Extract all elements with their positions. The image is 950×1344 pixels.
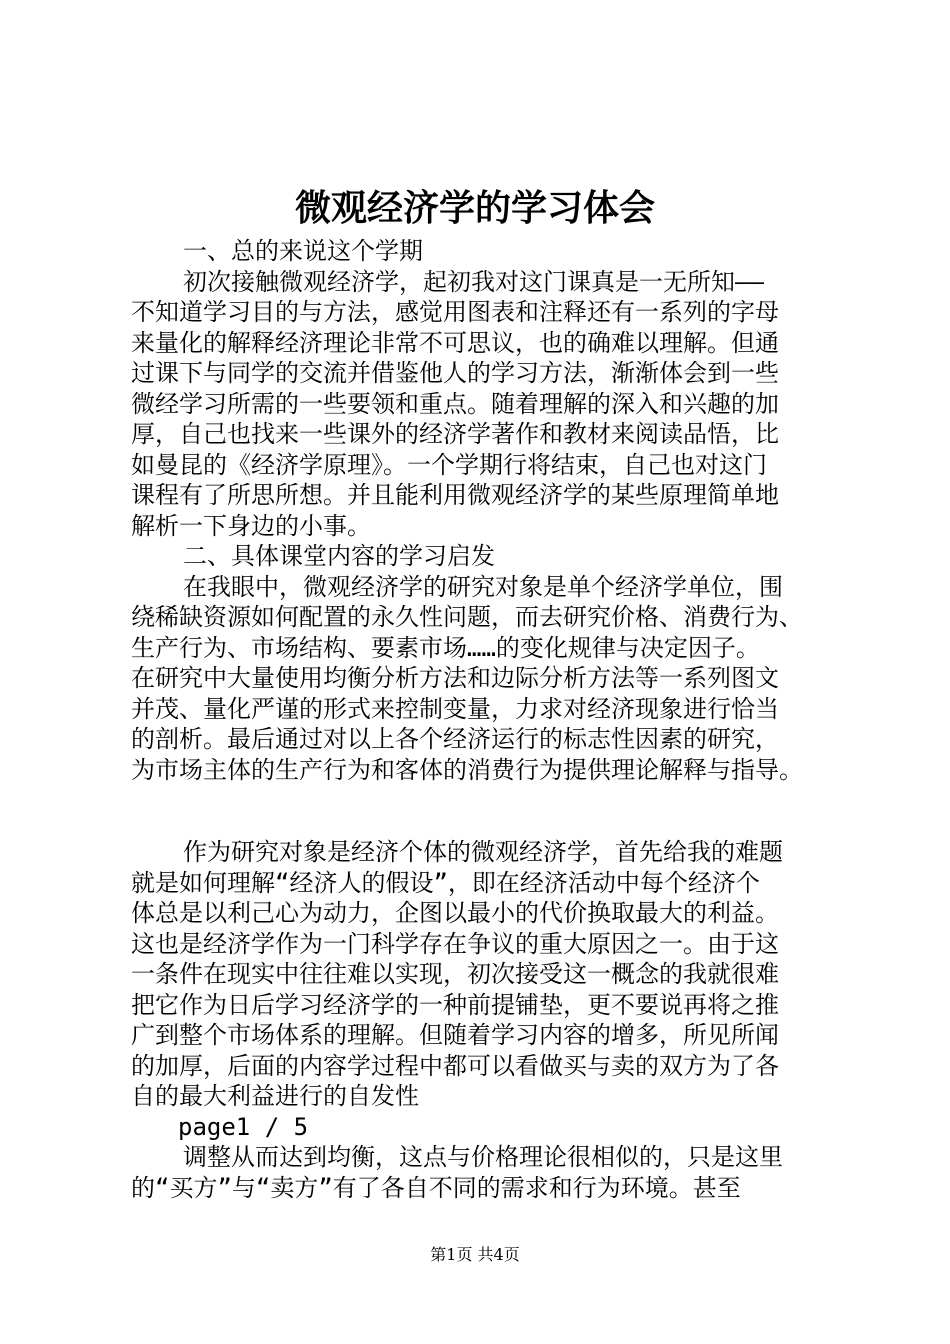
paragraph-line: 初次接触微观经济学，起初我对这门课真是一无所知—— xyxy=(183,267,764,296)
section-heading: 一、总的来说这个学期 xyxy=(183,237,423,265)
paragraph-line: 这也是经济学作为一门科学存在争议的重大原因之一。由于这 xyxy=(131,929,779,958)
paragraph-line: 并茂、量化严谨的形式来控制变量，力求对经济现象进行恰当 xyxy=(131,694,779,723)
paragraph-line: 调整从而达到均衡，这点与价格理论很相似的，只是这里 xyxy=(183,1143,783,1171)
paragraph-line: 在我眼中，微观经济学的研究对象是单个经济学单位，围 xyxy=(183,572,783,601)
paragraph-line: 厚，自己也找来一些课外的经济学著作和教材来阅读品悟，比 xyxy=(131,420,779,448)
paragraph-line: 的“买方”与“卖方”有了各自不同的需求和行为环境。甚至 xyxy=(131,1173,741,1202)
paragraph-line: 一条件在现实中往往难以实现，初次接受这一概念的我就很难 xyxy=(131,960,779,988)
paragraph-line: 就是如何理解“经济人的假设”，即在经济活动中每个经济个 xyxy=(131,868,760,897)
document-body xyxy=(131,236,831,1203)
paragraph-line: 来量化的解释经济理论非常不可思议，也的确难以理解。但通 xyxy=(131,328,779,357)
section-heading: 二、具体课堂内容的学习启发 xyxy=(183,542,495,570)
paragraph-line: 在研究中大量使用均衡分析方法和边际分析方法等一系列图文 xyxy=(131,664,779,692)
document-title: 微观经济学的学习体会 xyxy=(294,187,655,229)
paragraph-line: 如曼昆的《经济学原理》。一个学期行将结束，自己也对这门 xyxy=(131,450,767,479)
paragraph-line: 的加厚，后面的内容学过程中都可以看做买与卖的双方为了各 xyxy=(131,1051,779,1080)
paragraph-line: 过课下与同学的交流并借鉴他人的学习方法，渐渐体会到一些 xyxy=(131,359,779,387)
paragraph-line: 绕稀缺资源如何配置的永久性问题，而去研究价格、消费行为、 xyxy=(131,603,803,631)
paragraph-line: 把它作为日后学习经济学的一种前提铺垫，更不要说再将之推 xyxy=(131,990,779,1019)
page-footer: 第1页 共4页 xyxy=(430,1245,520,1264)
paragraph-line: 不知道学习目的与方法，感觉用图表和注释还有一系列的字母 xyxy=(131,298,779,326)
paragraph-line: 课程有了所思所想。并且能利用微观经济学的某些原理简单地 xyxy=(131,481,779,509)
paragraph-spacer xyxy=(131,785,831,837)
paragraph-line: 体总是以利己心为动力，企图以最小的代价换取最大的利益。 xyxy=(131,899,779,927)
paragraph-line: 为市场主体的生产行为和客体的消费行为提供理论解释与指导。 xyxy=(131,755,803,784)
inline-page-marker: page1 / 5 xyxy=(178,1112,309,1141)
paragraph-line: 生产行为、市场结构、要素市场……的变化规律与决定因子。 xyxy=(131,633,760,662)
paragraph-line: 解析一下身边的小事。 xyxy=(131,511,371,540)
paragraph-line: 的剖析。最后通过对以上各个经济运行的标志性因素的研究， xyxy=(131,725,779,753)
paragraph-line: 自的最大利益进行的自发性 xyxy=(131,1082,419,1110)
paragraph-line: 微经学习所需的一些要领和重点。随着理解的深入和兴趣的加 xyxy=(131,389,779,418)
paragraph-line: 作为研究对象是经济个体的微观经济学，首先给我的难题 xyxy=(183,838,783,866)
paragraph-line: 广到整个市场体系的理解。但随着学习内容的增多，所见所闻 xyxy=(131,1021,779,1049)
